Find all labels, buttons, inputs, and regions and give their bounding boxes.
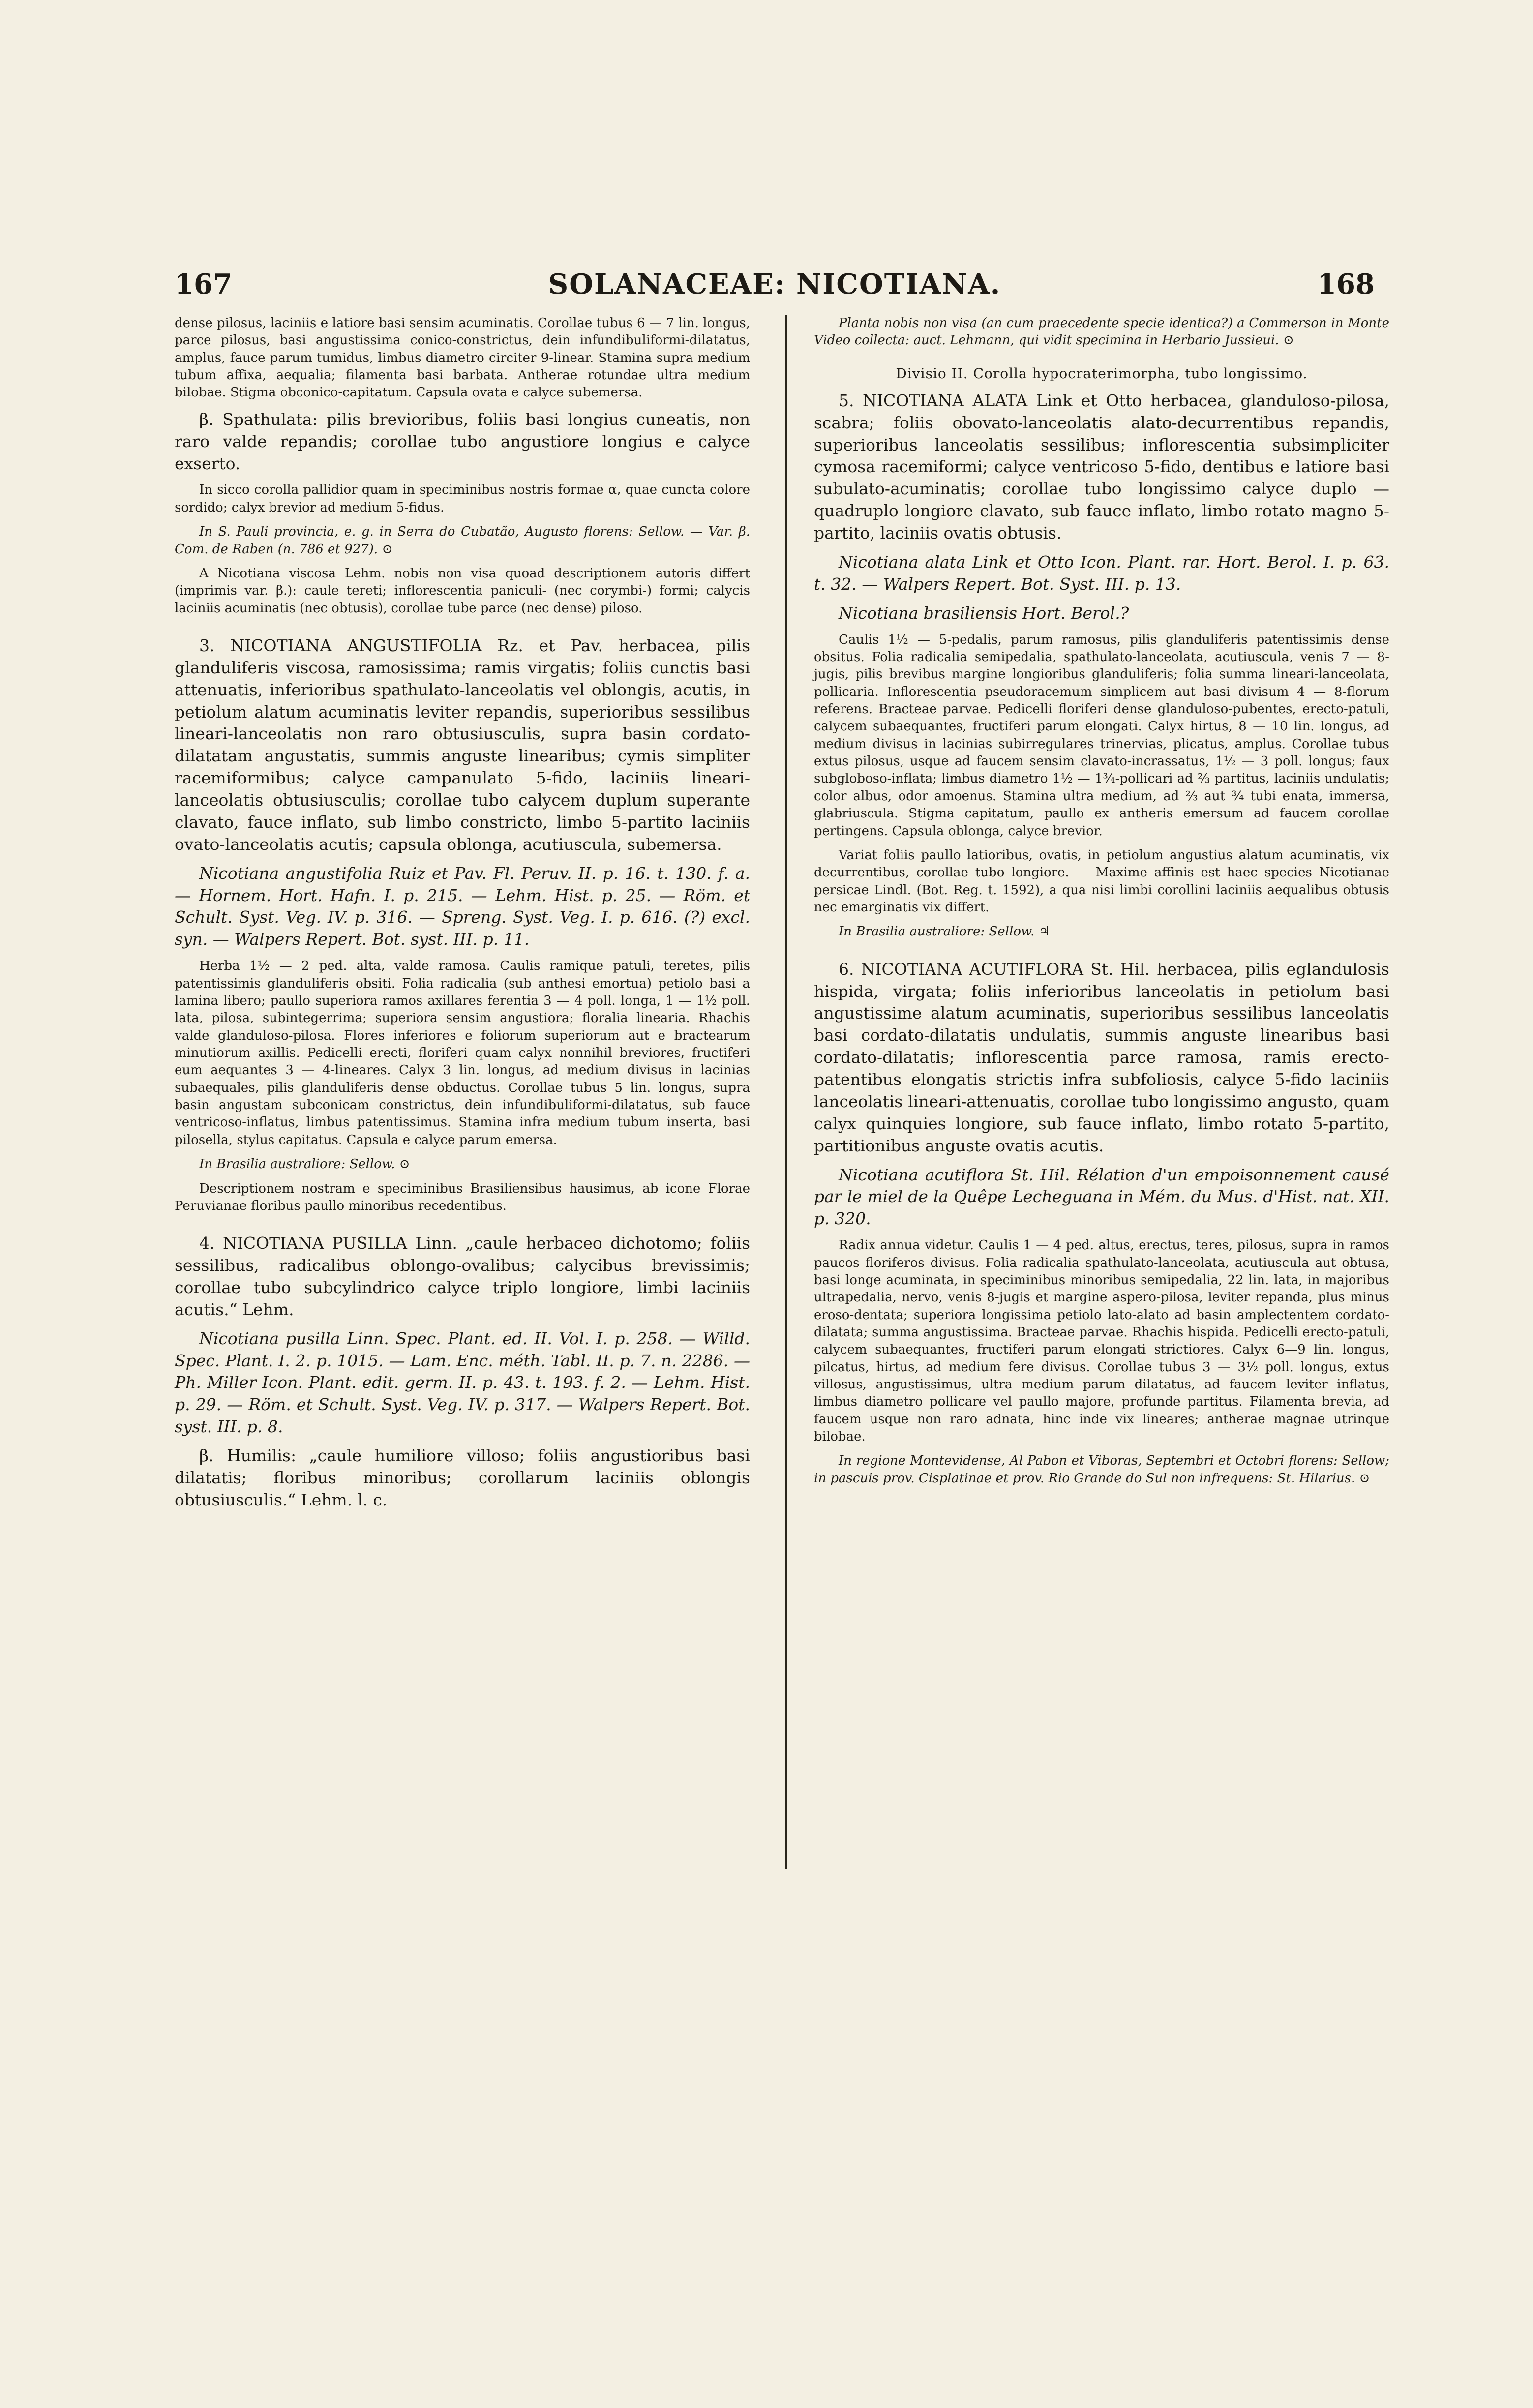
left-column-paragraph: Nicotiana pusilla Linn. Spec. Plant. ed. II. Vol. I. p. 258. — Willd. Spec. Plant. I. 2. p. 1015. — Lam. Enc. méth. Tabl. II. p. 7. n. 2286. — Ph. Miller Icon. Plant. edit. germ. II. p. 43. t. 193. f. 2. — Lehm. Hist. p. 29. — Röm. et Schult. Syst. Veg. IV. p. 317. — Walpers Repert. Bot. syst. III. p. 8.: [175, 1328, 750, 1437]
right-column: [814, 315, 1389, 1494]
left-column-paragraph: In Brasilia australiore: Sellow. ⊙: [199, 1157, 410, 1172]
left-column-paragraph: A Nicotiana viscosa Lehm. nobis non visa quoad descriptionem autoris differt (imprimis var. β.): caule tereti; inflorescentia paniculi- (nec corymbi-) formi; calycis laciniis acuminatis (nec obtusis), corollae tube parce (nec dense) piloso.: [175, 566, 750, 616]
right-column-paragraph: Nicotiana brasiliensis Hort. Berol.?: [839, 603, 1129, 623]
left-column-paragraph: Descriptionem nostram e speciminibus Brasiliensibus hausimus, ab icone Florae Peruvianae floribus paullo minoribus recedentibus.: [175, 1181, 750, 1213]
left-column-paragraph: dense pilosus, laciniis e latiore basi sensim acuminatis. Corollae tubus 6 — 7 lin. longus, parce pilosus, basi angustissima conico-constrictus, dein infundibuliformi-dilatatus, amplus, fauce parum tumidus, limbus diametro circiter 9-linear. Stamina supra medium tubum affixa, aequalia; filamenta basi barbata. Antherae rotundae ultra medium bilobae. Stigma obconico-capitatum. Capsula ovata e calyce subemersa.: [175, 316, 750, 400]
right-column-paragraph: 6. NICOTIANA ACUTIFLORA St. Hil. herbacea, pilis eglandulosis hispida, virgata; foliis inferioribus lanceolatis in petiolum basi angustissime alatum acuminatis, superioribus sessilibus lanceolatis basi cordato-dilatatis undulatis, summis anguste linearibus basi cordato-dilatatis; inflorescentia parce ramosa, ramis erecto-patentibus elongatis strictis infra subfoliosis, calyce 5-fido laciniis lanceolatis lineari-attenuatis, corollae tubo longissimo angusto, quam calyx quinquies longiore, sub fauce inflato, limbo rotato 5-partito, partitionibus anguste ovatis acutis.: [814, 959, 1389, 1155]
left-column-paragraph: In S. Pauli provincia, e. g. in Serra do Cubatão, Augusto florens: Sellow. — Var. β. Com. de Raben (n. 786 et 927). ⊙: [175, 524, 750, 557]
right-column-paragraph: Nicotiana alata Link et Otto Icon. Plant. rar. Hort. Berol. I. p. 63. t. 32. — Walpers Repert. Bot. Syst. III. p. 13.: [814, 552, 1389, 594]
left-column-paragraph: β. Humilis: „caule humiliore villoso; foliis angustioribus basi dilatatis; floribus minoribus; corollarum laciniis oblongis obtusiusculis.“ Lehm. l. c.: [175, 1446, 750, 1509]
page-number-right: 168: [1317, 268, 1375, 301]
right-column-paragraph: Divisio II. Corolla hypocraterimorpha, tubo longissimo.: [896, 365, 1308, 382]
left-column-paragraph: In sicco corolla pallidior quam in speciminibus nostris formae α, quae cuncta colore sordido; calyx brevior ad medium 5-fidus.: [175, 482, 750, 515]
left-column-paragraph: 4. NICOTIANA PUSILLA Linn. „caule herbaceo dichotomo; foliis sessilibus, radicalibus oblongo-ovalibus; calycibus brevissimis; corollae tubo subcylindrico calyce triplo longiore, limbi laciniis acutis.“ Lehm.: [175, 1234, 750, 1319]
page-header: [175, 268, 1375, 302]
right-column-paragraph: Planta nobis non visa (an cum praecedente specie identica?) a Commerson in Monte Video collecta: auct. Lehmann, qui vidit specimina in Herbario Jussieui. ⊙: [814, 316, 1389, 348]
right-column-paragraph: 5. NICOTIANA ALATA Link et Otto herbacea, glanduloso-pilosa, scabra; foliis obovato-lanceolatis alato-decurrentibus repandis, superioribus lanceolatis sessilibus; inflorescentia subsimpliciter cymosa racemiformi; calyce ventricoso 5-fido, dentibus e latiore basi subulato-acuminatis; corollae tubo longissimo calyce duplo — quadruplo longiore clavato, sub fauce inflato, limbo rotato magno 5-partito, laciniis ovatis obtusis.: [814, 391, 1389, 543]
right-column-paragraph: Caulis 1½ — 5-pedalis, parum ramosus, pilis glanduliferis patentissimis dense obsitus. Folia radicalia semipedalia, spathulato-lanceolata, acutiuscula, venis 7 — 8-jugis, pilis brevibus margine longioribus glanduliferis; folia summa lineari-lanceolata, pollicaria. Inflorescentia pseudoracemum simplicem aut basi divisum 4 — 8-florum referens. Bracteae parvae. Pedicelli floriferi dense glanduloso-pubentes, erecto-patuli, calycem subaequantes, fructiferi parum elongati. Calyx hirtus, 8 — 10 lin. longus, ad medium divisus in lacinias subirregulares trinervias, plicatus, amplus. Corollae tubus extus pilosus, usque ad faucem sensim clavato-incrassatus, 1½ — 3 poll. longus; faux subgloboso-inflata; limbus diametro 1½ — 1¾-pollicari ad ⅔ partitus, laciniis undulatis; color albus, odor amoenus. Stamina ultra medium, ad ⅔ aut ¾ tubi enata, immersa, glabriuscula. Stigma capitatum, paullo ex antheris emersum ad faucem corollae pertingens. Capsula oblonga, calyce brevior.: [814, 632, 1389, 839]
column-divider: [785, 315, 787, 1869]
page-number-left: 167: [175, 268, 232, 301]
right-column-paragraph: Nicotiana acutiflora St. Hil. Rélation d'un empoisonnement causé par le miel de la Quêpe Lecheguana in Mém. du Mus. d'Hist. nat. XII. p. 320.: [814, 1165, 1389, 1229]
left-column-paragraph: β. Spathulata: pilis brevioribus, foliis basi longius cuneatis, non raro valde repandis; corollae tubo angustiore longius e calyce exserto.: [175, 409, 750, 473]
right-column-paragraph: In regione Montevidense, Al Pabon et Viboras, Septembri et Octobri florens: Sellow; in pascuis prov. Cisplatinae et prov. Rio Grande do Sul non infrequens: St. Hilarius. ⊙: [814, 1453, 1389, 1486]
right-column-paragraph: Variat foliis paullo latioribus, ovatis, in petiolum angustius alatum acuminatis, vix decurrentibus, corollae tubo longiore. — Maxime affinis est haec species Nicotianae persicae Lindl. (Bot. Reg. t. 1592), a qua nisi limbi corollini laciniis aequalibus obtusis nec emarginatis vix differt.: [814, 847, 1389, 915]
left-column-paragraph: Herba 1½ — 2 ped. alta, valde ramosa. Caulis ramique patuli, teretes, pilis patentissimis glanduliferis obsiti. Folia radicalia (sub anthesi emortua) petiolo basi a lamina libero; paullo superiora ramos axillares ferentia 3 — 4 poll. longa, 1 — 1½ poll. lata, pilosa, subintegerrima; superiora sensim angustiora; floralia linearia. Rhachis valde glanduloso-pilosa. Flores inferiores e foliorum superiorum aut e bractearum minutiorum axillis. Pedicelli erecti, floriferi quam calyx nonnihil breviores, fructiferi eum aequantes 3 — 4-lineares. Calyx 3 lin. longus, ad medium divisus in lacinias subaequales, pilis glanduliferis dense obductus. Corollae tubus 5 lin. longus, supra basin angustam subconicam constrictus, dein infundibuliformi-dilatatus, sub fauce ventricoso-inflatus, limbus patentissimus. Stamina infra medium tubum inserta, basi pilosella, stylus capitatus. Capsula e calyce parum emersa.: [175, 959, 750, 1147]
left-column-paragraph: 3. NICOTIANA ANGUSTIFOLIA Rz. et Pav. herbacea, pilis glanduliferis viscosa, ramosissima; ramis virgatis; foliis cunctis basi attenuatis, inferioribus spathulato-lanceolatis vel oblongis, acutis, in petiolum alatum acuminatis leviter repandis, superioribus sessilibus lineari-lanceolatis non raro obtusiusculis, supra basin cordato-dilatatam angustatis, summis anguste linearibus; cymis simpliter racemiformibus; calyce campanulato 5-fido, laciniis lineari-lanceolatis obtusiusculis; corollae tubo calycem duplum superante clavato, fauce inflato, sub limbo constricto, limbo 5-partito laciniis ovato-lanceolatis acutis; capsula oblonga, acutiuscula, subemersa.: [175, 635, 750, 854]
running-title: SOLANACEAE: NICOTIANA.: [548, 268, 1001, 301]
left-column-paragraph: Nicotiana angustifolia Ruiz et Pav. Fl. Peruv. II. p. 16. t. 130. f. a. — Hornem. Hort. Hafn. I. p. 215. — Lehm. Hist. p. 25. — Röm. et Schult. Syst. Veg. IV. p. 316. — Spreng. Syst. Veg. I. p. 616. (?) excl. syn. — Walpers Repert. Bot. syst. III. p. 11.: [175, 863, 750, 949]
left-column: [175, 315, 750, 1518]
right-column-paragraph: Radix annua videtur. Caulis 1 — 4 ped. altus, erectus, teres, pilosus, supra in ramos paucos floriferos divisus. Folia radicalia spathulato-lanceolata, acutiuscula aut obtusa, basi longe acuminata, in speciminibus minoribus semipedalia, 22 lin. lata, in majoribus ultrapedalia, nervo, venis 8-jugis et margine aspero-pilosa, leviter repanda, plus minus eroso-dentata; superiora longissima petiolo lato-alato ad basin amplectentem cordato-dilatata; summa angustissima. Bracteae parvae. Rhachis hispida. Pedicelli erecto-patuli, calycem subaequantes, fructiferi parum elongati strictiores. Calyx 6—9 lin. longus, pilcatus, hirtus, ad medium fere divisus. Corollae tubus 3 — 3½ poll. longus, extus villosus, angustissimus, ultra medium parum dilatatus, ad faucem leviter inflatus, limbus diametro pollicare vel paullo majore, profunde partitus. Filamenta brevia, ad faucem usque non raro adnata, hinc inde vix lineares; antherae magnae utrinque bilobae.: [814, 1238, 1389, 1445]
right-column-paragraph: In Brasilia australiore: Sellow. ♃: [839, 924, 1050, 939]
